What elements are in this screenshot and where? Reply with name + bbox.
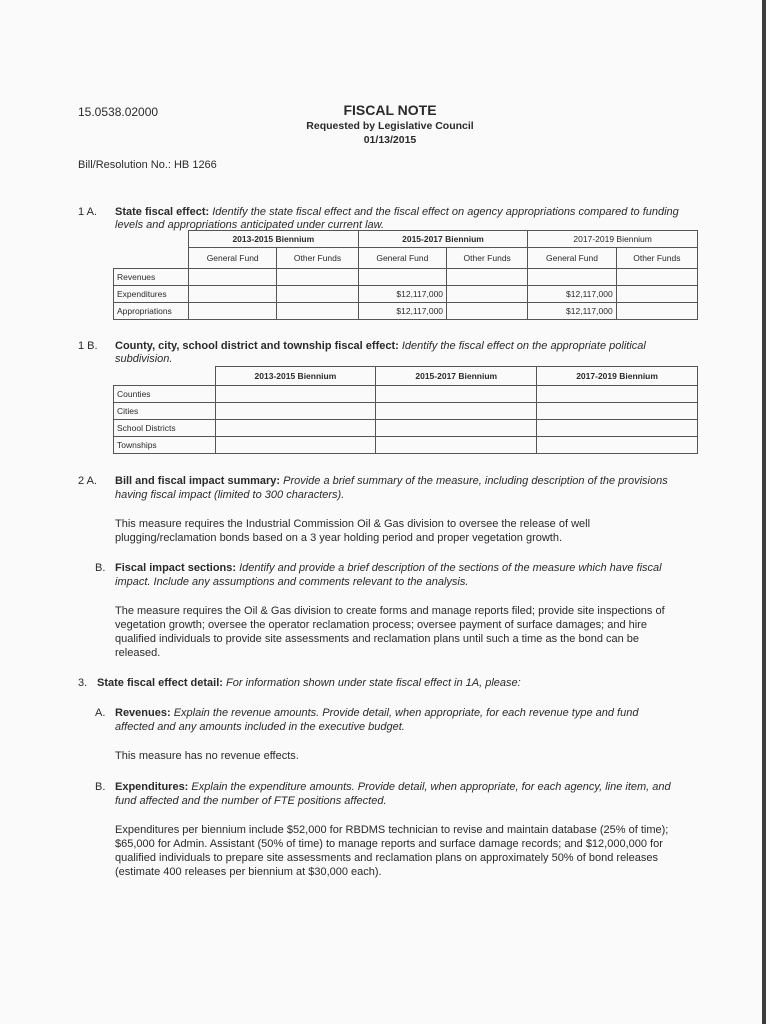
table-cell [616,286,697,303]
column-header: General Fund [358,248,446,269]
bill-number: Bill/Resolution No.: HB 1266 [78,159,217,171]
column-header: General Fund [528,248,616,269]
section-1a-number: 1 A. [78,206,97,218]
section-3a-heading [115,706,715,720]
scan-edge [762,0,766,1024]
section-3b-title: Expenditures: [115,781,189,793]
table-row [114,286,698,303]
table-cell [447,286,528,303]
table-cell [189,269,277,286]
table-cell [537,386,698,403]
section-3b-heading [115,780,715,794]
column-header: Other Funds [277,248,358,269]
section-2a-body-2: plugging/reclamation bonds based on a 3 year holding period and proper vegetation growth. [115,532,563,544]
section-3b-body-4: (estimate 400 releases per biennium at $30,000 each). [115,866,382,878]
section-2b-instructions: Identify and provide a brief description of the sections of the measure which have fiscal [239,562,662,574]
state-fiscal-effect-table [113,230,698,320]
table-header-row [114,231,698,248]
table-cell [616,303,697,320]
row-label: Counties [114,386,216,403]
section-2a-number: 2 A. [78,475,97,487]
section-1b-instructions-2: subdivision. [115,353,173,365]
section-1a-instructions-2: levels and appropriations anticipated under current law. [115,219,385,231]
column-header: Other Funds [447,248,528,269]
row-label: Townships [114,437,216,454]
section-1b-heading [115,339,715,353]
section-2a-title: Bill and fiscal impact summary: [115,475,281,487]
section-2a-instructions: Provide a brief summary of the measure, including description of the provisions [283,475,668,487]
section-3a-instructions-2: affected and any amounts included in the executive budget. [115,721,405,733]
table-cell [447,269,528,286]
section-1b-instructions: Identify the fiscal effect on the appropriate political [401,340,646,352]
section-1a-instructions: Identify the state fiscal effect and the fiscal effect on agency appropriations compared to funding [212,206,679,218]
table-cell [616,269,697,286]
table-cell [189,286,277,303]
table-header-row [114,367,698,386]
table-cell [215,386,376,403]
biennium-header: 2013-2015 Biennium [215,367,376,386]
column-header: General Fund [189,248,277,269]
section-3-heading [97,676,697,690]
section-2b-body-2: vegetation growth; oversee the operator reclamation process; oversee payment of surface damages; and hire [115,619,647,631]
section-2b-body-3: qualified individuals to provide site assessments and reclamation plans until such a time as the bond can be [115,633,640,645]
table-header-row [114,248,698,269]
section-1a-heading [115,205,715,219]
section-3b-instructions: Explain the expenditure amounts. Provide detail, when appropriate, for each agency, line item, and [191,781,671,793]
table-cell [277,303,358,320]
section-2a-instructions-2: having fiscal impact (limited to 300 characters). [115,489,345,501]
biennium-header: 2017-2019 Biennium [528,231,698,248]
biennium-header: 2015-2017 Biennium [358,231,528,248]
section-3b-body-3: qualified individuals to prepare site assessments and reclamation plans on approximately 50% of bond releases [115,852,658,864]
table-cell [376,386,537,403]
table-cell [277,286,358,303]
section-3a-body: This measure has no revenue effects. [115,750,299,762]
table-row [114,269,698,286]
section-2b-title: Fiscal impact sections: [115,562,237,574]
table-cell: $12,117,000 [358,286,446,303]
section-3-title: State fiscal effect detail: [97,677,223,689]
section-1b-number: 1 B. [78,340,98,352]
table-cell [537,420,698,437]
section-2b-number: B. [95,562,106,574]
table-cell [376,437,537,454]
table-cell [376,420,537,437]
table-cell [358,269,446,286]
requested-by: Requested by Legislative Council [306,120,474,132]
section-3-number: 3. [78,677,88,689]
table-row [114,403,698,420]
biennium-header: 2015-2017 Biennium [376,367,537,386]
section-3b-body-1: Expenditures per biennium include $52,000 for RBDMS technician to revise and maintain database (25% of time); [115,824,669,836]
table-row [114,437,698,454]
row-label: School Districts [114,420,216,437]
row-label: Revenues [114,269,189,286]
table-cell: $12,117,000 [358,303,446,320]
table-cell [376,403,537,420]
section-3b-instructions-2: fund affected and the number of FTE positions affected. [115,795,387,807]
table-cell: $12,117,000 [528,286,616,303]
section-2b-body-1: The measure requires the Oil & Gas division to create forms and manage reports filed; provide site inspections of [115,605,665,617]
section-2b-instructions-2: impact. Include any assumptions and comments relevant to the analysis. [115,576,469,588]
table-row [114,303,698,320]
table-cell [447,303,528,320]
table-cell: $12,117,000 [528,303,616,320]
section-1a-title: State fiscal effect: [115,206,210,218]
table-cell [528,269,616,286]
section-3a-instructions: Explain the revenue amounts. Provide detail, when appropriate, for each revenue type and fund [173,707,639,719]
row-label: Appropriations [114,303,189,320]
biennium-header: 2017-2019 Biennium [537,367,698,386]
section-3-instructions: For information shown under state fiscal effect in 1A, please: [226,677,521,689]
biennium-header: 2013-2015 Biennium [189,231,359,248]
section-2a-body-1: This measure requires the Industrial Commission Oil & Gas division to oversee the release of well [115,518,591,530]
section-3b-number: B. [95,781,106,793]
section-3a-title: Revenues: [115,707,171,719]
table-row [114,386,698,403]
row-label: Cities [114,403,216,420]
table-row [114,420,698,437]
section-1b-title: County, city, school district and township fiscal effect: [115,340,399,352]
table-cell [537,437,698,454]
doc-number: 15.0538.02000 [78,105,159,119]
table-cell [215,437,376,454]
row-label: Expenditures [114,286,189,303]
table-cell [537,403,698,420]
section-2b-body-4: released. [115,647,161,659]
section-3a-number: A. [95,707,106,719]
column-header: Other Funds [616,248,697,269]
table-cell [277,269,358,286]
local-fiscal-effect-table [113,366,698,454]
table-cell [215,403,376,420]
page-title: FISCAL NOTE [343,102,437,118]
section-3b-body-2: $65,000 for Admin. Assistant (50% of time) to manage reports and surface damage records; and $12,000,000 for [115,838,663,850]
note-date: 01/13/2015 [363,134,417,146]
table-cell [215,420,376,437]
table-cell [189,303,277,320]
section-2b-heading [115,561,715,575]
section-2a-heading [115,474,715,488]
